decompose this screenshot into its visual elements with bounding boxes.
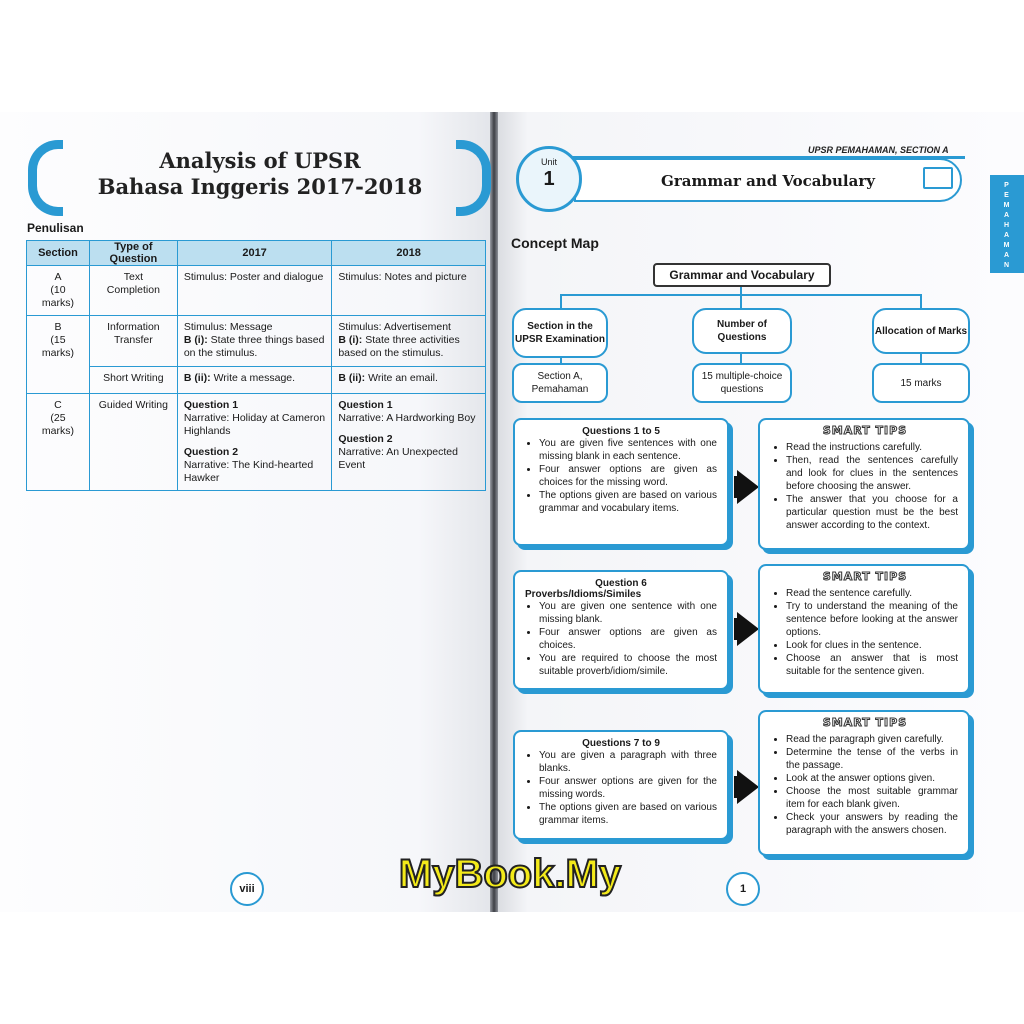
concept-map-heading: Concept Map [511, 235, 599, 251]
book-spine [490, 112, 498, 912]
section-letter: C [54, 399, 62, 411]
table-cell [332, 316, 486, 367]
table-cell [27, 316, 90, 394]
question-block [513, 418, 729, 546]
question-block [513, 730, 729, 840]
table-cell [27, 266, 90, 316]
side-tab-label: PEMAHAMAN [1003, 182, 1011, 269]
unit-badge [516, 146, 582, 212]
task-text [184, 334, 326, 360]
side-tab [990, 175, 1024, 273]
table-cell [332, 394, 486, 491]
section-marks: (25 marks) [41, 412, 74, 437]
task-desc: Write an email. [368, 372, 438, 384]
smart-tips-box [758, 710, 970, 856]
table-cell: Stimulus: Poster and dialogue [177, 266, 332, 316]
table-cell [177, 394, 332, 491]
left-page-number: viii [230, 872, 264, 906]
table-cell: Stimulus: Notes and picture [332, 266, 486, 316]
list-item: • Choose an answer that is most suitable for the sentence given. [786, 652, 958, 678]
concept-value-questions: 15 multiple-choice questions [692, 363, 792, 403]
question-label: Question 1 [338, 399, 393, 411]
list-item: • You are given one sentence with one missing blank. [539, 600, 717, 626]
unit-label: Unit [540, 157, 557, 167]
question-label: Question 2 [183, 446, 239, 458]
concept-branch-questions: Number of Questions [692, 308, 792, 354]
smart-tips-box [758, 564, 970, 694]
arrow-right-icon [737, 770, 759, 804]
question-block-title: Questions 1 to 5 [582, 426, 660, 437]
title-line-1: Analysis of UPSR [159, 148, 361, 173]
laptop-icon [923, 167, 953, 189]
table-cell: Short Writing [89, 367, 177, 394]
question-block-title: Question 6 [595, 578, 647, 589]
concept-map-root: Grammar and Vocabulary [653, 263, 831, 287]
question-text: Narrative: Holiday at Cameron Highlands [183, 412, 326, 437]
list-item: • Four answer options are given as choices. [539, 626, 717, 652]
table-cell: Guided Writing [89, 394, 177, 491]
concept-value-section: Section A, Pemahaman [512, 363, 608, 403]
smart-tips-box [758, 418, 970, 550]
right-page-number: 1 [726, 872, 760, 906]
concept-value-marks: 15 marks [872, 363, 970, 403]
table-row [27, 316, 486, 367]
question-text: Narrative: A Hardworking Boy [338, 412, 476, 424]
list-item: • Four answer options are given as choices for the missing word. [539, 463, 717, 489]
list-item: • You are required to choose the most suitable proverb/idiom/simile. [539, 652, 717, 678]
table-row [27, 394, 486, 491]
table-cell [177, 367, 332, 394]
question-text: Narrative: An Unexpected Event [338, 446, 458, 471]
arrow-right-icon [737, 612, 759, 646]
list-item: • The options given are based on various grammar items. [539, 801, 717, 827]
section-marks: (15 marks) [41, 334, 74, 359]
smart-tips-title: SMART TIPS [822, 424, 908, 437]
analysis-table [26, 240, 486, 491]
smart-tips-title: SMART TIPS [822, 716, 908, 729]
question-label: Question 2 [338, 433, 393, 445]
table-cell [177, 316, 332, 367]
task-tag: B (ii): [338, 372, 366, 384]
table-cell [332, 367, 486, 394]
list-item: • Determine the tense of the verbs in the passage. [786, 746, 958, 772]
unit-title: Grammar and Vocabulary [574, 158, 962, 202]
unit-number: 1 [543, 168, 555, 190]
list-item: • Read the instructions carefully. [786, 441, 958, 454]
task-text [338, 334, 479, 360]
page-title [60, 148, 460, 200]
table-row [27, 367, 486, 394]
list-item: • You are given five sentences with one missing blank in each sentence. [539, 437, 717, 463]
section-letter: B [54, 321, 62, 333]
section-letter: A [54, 271, 62, 283]
task-desc: State three activities based on the stimulus. [338, 334, 460, 359]
question-block [513, 570, 729, 690]
list-item: • Try to understand the meaning of the sentence before looking at the answer options. [786, 600, 958, 639]
table-cell: Text Completion [89, 266, 177, 316]
table-header: 2018 [332, 241, 486, 266]
list-item: • Four answer options are given for the missing words. [539, 775, 717, 801]
list-item: • You are given a paragraph with three blanks. [539, 749, 717, 775]
watermark: MyBook.My [398, 852, 622, 896]
list-item: • Check your answers by reading the paragraph with the answers chosen. [786, 811, 958, 837]
question-block-title: Questions 7 to 9 [582, 738, 660, 749]
smart-tips-title: SMART TIPS [822, 570, 908, 583]
task-tag: B (ii): [183, 372, 211, 384]
table-header: Type of Question [89, 241, 177, 266]
section-label: Penulisan [27, 221, 84, 235]
task-tag: B (i): [338, 334, 363, 346]
question-block-subtitle: Proverbs/Idioms/Similes [525, 589, 642, 600]
title-line-2: Bahasa Inggeris 2017-2018 [97, 174, 423, 199]
arrow-right-icon [737, 470, 759, 504]
question-text: Narrative: The Kind-hearted Hawker [183, 459, 314, 484]
section-marks: (10 marks) [41, 284, 74, 309]
table-cell [27, 394, 90, 491]
table-header: Section [27, 241, 90, 266]
table-row [27, 266, 486, 316]
concept-branch-marks: Allocation of Marks [872, 308, 970, 354]
list-item: • The answer that you choose for a particular question must be the best answer according to the context. [786, 493, 958, 532]
table-header-row [27, 241, 486, 266]
task-desc: State three things based on the stimulus. [183, 334, 325, 359]
list-item: • Choose the most suitable grammar item for each blank given. [786, 785, 958, 811]
concept-branch-section: Section in the UPSR Examination [512, 308, 608, 358]
list-item: • The options given are based on various grammar and vocabulary items. [539, 489, 717, 515]
question-label: Question 1 [183, 399, 239, 411]
list-item: • Look at the answer options given. [786, 772, 958, 785]
table-header: 2017 [177, 241, 332, 266]
table-cell: Information Transfer [89, 316, 177, 367]
list-item: • Read the sentence carefully. [786, 587, 958, 600]
list-item: • Read the paragraph given carefully. [786, 733, 958, 746]
list-item: • Then, read the sentences carefully and look for clues in the sentences before choosing the answer. [786, 454, 958, 493]
task-desc: Write a message. [213, 372, 296, 384]
stimulus-text: Stimulus: Message [183, 321, 273, 333]
stimulus-text: Stimulus: Advertisement [338, 321, 451, 333]
running-header: UPSR PEMAHAMAN, SECTION A [808, 145, 949, 155]
list-item: • Look for clues in the sentence. [786, 639, 958, 652]
task-tag: B (i): [183, 334, 208, 346]
